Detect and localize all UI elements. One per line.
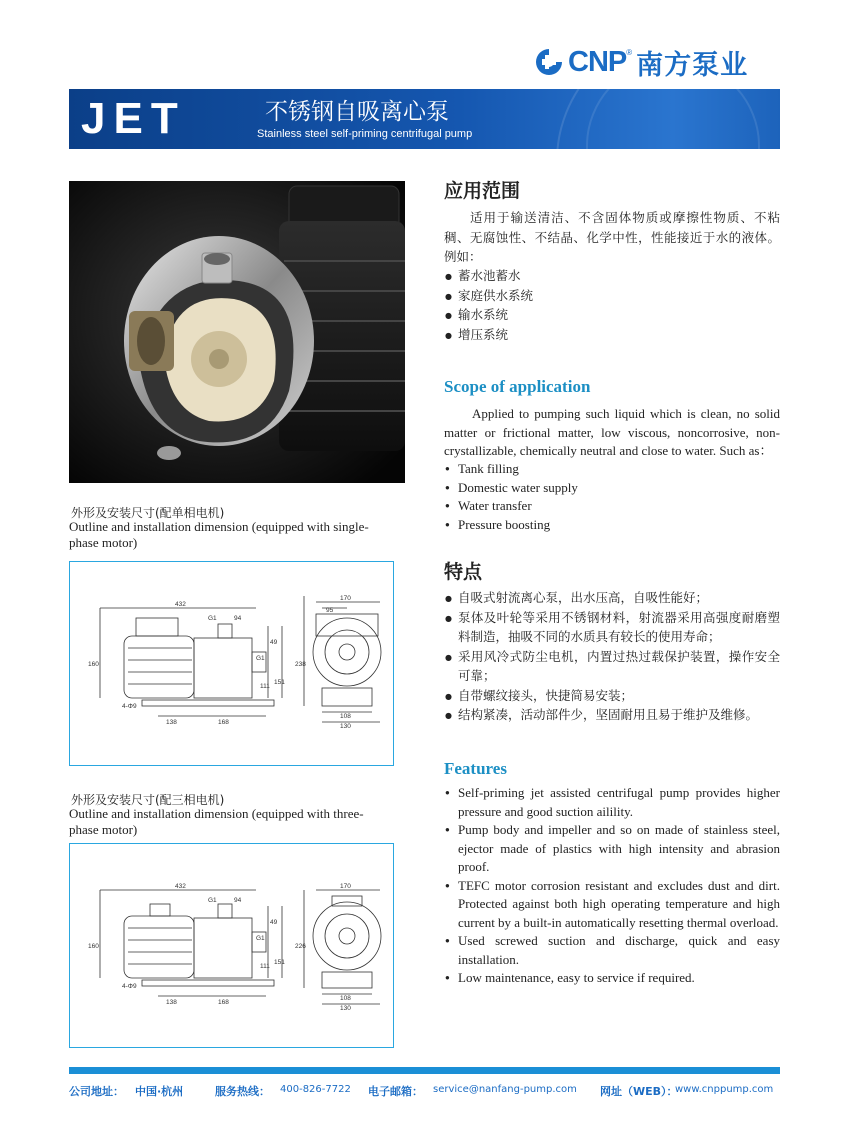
features-heading-en: Features xyxy=(444,759,507,778)
three-phase-drawing-box xyxy=(69,843,394,1048)
sp-dim-94: 94 xyxy=(234,615,242,622)
sp-dim-95: 95 xyxy=(326,607,334,614)
list-item: ● 输水系统 xyxy=(444,305,780,325)
sp-dim-238: 238 xyxy=(295,661,306,668)
pump-photo xyxy=(69,181,405,483)
brand-cn: 南方泵业 xyxy=(636,49,749,81)
model-name: JET xyxy=(81,94,186,143)
list-item: ● 自带螺纹接头，快捷简易安装； xyxy=(444,686,780,706)
sp-dim-g1b: G1 xyxy=(256,655,265,662)
tp-dim-total: 432 xyxy=(175,883,186,890)
tp-dim-226: 226 xyxy=(295,943,306,950)
list-item: ● Pump body and impeller and so on made of stainless steel, ejector made of plastics with high intensity and abrasion proof. xyxy=(444,821,780,877)
sp-dim-49: 49 xyxy=(270,639,278,646)
tp-dim-94: 94 xyxy=(234,897,242,904)
features-list-en xyxy=(444,784,780,988)
list-item: ● Pressure boosting xyxy=(444,516,780,535)
footer-web[interactable]: www.cnppump.com xyxy=(675,1084,774,1095)
list-item: ● TEFC motor corrosion resistant and excludes dust and dirt. Protected against both high operating temperature and high current by a built-in automatically resetting thermal overload. xyxy=(444,877,780,933)
list-item: ● Tank filling xyxy=(444,460,780,479)
sp-dim-108: 108 xyxy=(340,713,351,720)
title-banner xyxy=(69,89,780,149)
sp-dim-130: 130 xyxy=(340,723,351,730)
sp-dim-170: 170 xyxy=(340,595,351,602)
list-item: ● 自吸式射流离心泵，出水压高，自吸性能好； xyxy=(444,588,780,608)
list-item: ● Domestic water supply xyxy=(444,479,780,498)
tp-dim-168: 168 xyxy=(218,999,229,1006)
list-item: ● Low maintenance, easy to service if required. xyxy=(444,969,780,988)
title-en: Stainless steel self-priming centrifugal pump xyxy=(257,128,473,140)
single-phase-caption-cn: 外形及安装尺寸(配单相电机) xyxy=(71,506,225,520)
application-list-en xyxy=(444,460,780,534)
tp-dim-49: 49 xyxy=(270,919,278,926)
list-item: ● 增压系统 xyxy=(444,325,780,345)
sp-dim-holes: 4-Φ9 xyxy=(122,703,137,710)
brand-logo xyxy=(532,42,782,82)
sp-dim-160: 160 xyxy=(88,661,99,668)
tp-dim-g1: G1 xyxy=(208,897,217,904)
three-phase-caption-cn: 外形及安装尺寸(配三相电机) xyxy=(71,793,225,807)
three-phase-caption-en: Outline and installation dimension (equipped with three-phase motor) xyxy=(69,806,364,837)
list-item: ● Self-priming jet assisted centrifugal pump provides higher pressure and good suction ailility. xyxy=(444,784,780,821)
list-item: ● 采用风冷式防尘电机，内置过热过载保护装置，操作安全可靠； xyxy=(444,647,780,686)
tp-dim-108: 108 xyxy=(340,995,351,1002)
footer-email-label: 电子邮箱： xyxy=(368,1085,423,1098)
footer-hotline: 400-826-7722 xyxy=(280,1084,351,1095)
application-heading-cn: 应用范围 xyxy=(444,180,521,202)
tp-dim-151: 151 xyxy=(274,959,285,966)
tp-dim-111: 111 xyxy=(260,963,270,970)
features-list-cn xyxy=(444,588,780,725)
application-intro-en: Applied to pumping such liquid which is clean, no solid matter or frictional matter, low viscous, noncorrosive, non-crystallizable, chemically neutral and close to water. Such as： xyxy=(444,406,780,458)
title-cn: 不锈钢自吸离心泵 xyxy=(265,99,449,125)
brand-en: CNP xyxy=(568,45,627,78)
application-list-cn xyxy=(444,266,780,344)
list-item: ● 泵体及叶轮等采用不锈钢材料，射流器采用高强度耐磨塑料制造，抽吸不同的水质具有较长的使用寿命； xyxy=(444,608,780,647)
sp-dim-g1: G1 xyxy=(208,615,217,622)
sp-dim-total: 432 xyxy=(175,601,186,608)
tp-dim-170: 170 xyxy=(340,883,351,890)
cnp-logo-icon xyxy=(532,47,566,77)
single-phase-drawing xyxy=(70,562,393,765)
three-phase-drawing xyxy=(70,844,393,1047)
tp-dim-130: 130 xyxy=(340,1005,351,1012)
footer-bar xyxy=(69,1067,780,1074)
footer-web-label: 网址（WEB）： xyxy=(600,1085,678,1098)
sp-dim-151: 151 xyxy=(274,679,285,686)
footer xyxy=(69,1083,780,1099)
list-item: ● 家庭供水系统 xyxy=(444,286,780,306)
single-phase-caption-en: Outline and installation dimension (equipped with single-phase motor) xyxy=(69,519,369,550)
list-item: ● Water transfer xyxy=(444,497,780,516)
tp-dim-160: 160 xyxy=(88,943,99,950)
sp-dim-111: 111 xyxy=(260,683,270,690)
list-item: ● Used screwed suction and discharge, quick and easy installation. xyxy=(444,932,780,969)
application-intro-cn: 适用于输送清洁、不含固体物质或摩擦性物质、不粘稠、无腐蚀性、不结晶、化学中性，性能接近于水的液体。例如： xyxy=(444,210,780,264)
footer-email[interactable]: service@nanfang-pump.com xyxy=(433,1084,577,1095)
application-heading-en: Scope of application xyxy=(444,377,591,396)
sp-dim-138: 138 xyxy=(166,719,177,726)
list-item: ● 蓄水池蓄水 xyxy=(444,266,780,286)
brand-reg: ® xyxy=(626,48,633,57)
list-item: ● 结构紧凑，活动部件少，坚固耐用且易于维护及维修。 xyxy=(444,705,780,725)
features-heading-cn: 特点 xyxy=(444,561,483,583)
single-phase-drawing-box xyxy=(69,561,394,766)
footer-address-label: 公司地址： xyxy=(69,1085,124,1098)
tp-dim-138: 138 xyxy=(166,999,177,1006)
sp-dim-168: 168 xyxy=(218,719,229,726)
tp-dim-g1b: G1 xyxy=(256,935,265,942)
tp-dim-holes: 4-Φ9 xyxy=(122,983,137,990)
footer-address: 中国·杭州 xyxy=(135,1085,184,1098)
footer-hotline-label: 服务热线： xyxy=(215,1085,270,1098)
